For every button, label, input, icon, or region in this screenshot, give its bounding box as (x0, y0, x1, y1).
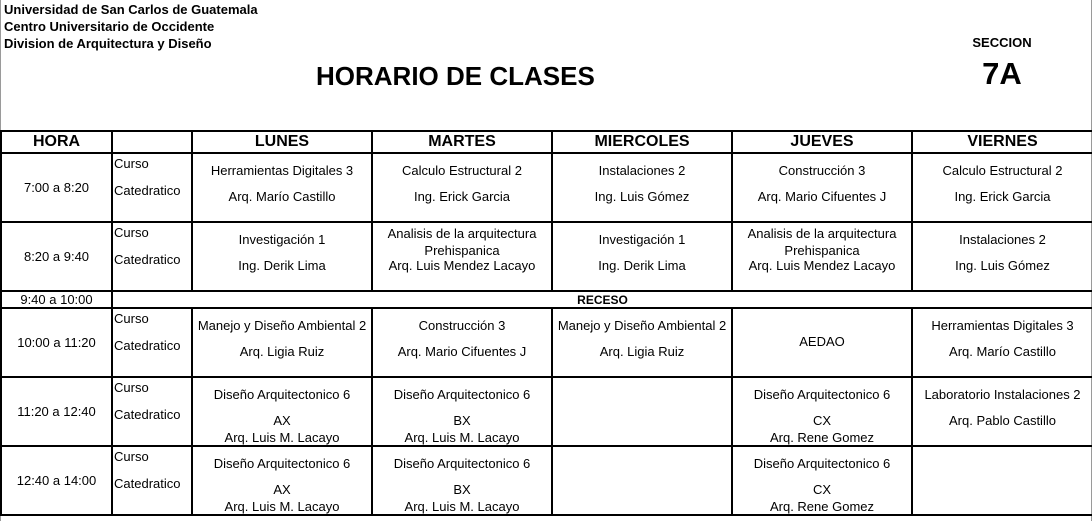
class-cell (192, 308, 372, 377)
teacher-name: Arq. Luis M. Lacayo (224, 499, 340, 514)
class-cell (192, 377, 372, 446)
curso-label: Curso (114, 380, 149, 395)
section-value: 7A (982, 56, 1022, 91)
course-group: AX (273, 482, 291, 497)
schedule-table (0, 130, 1092, 516)
teacher-name: Arq. Luis Mendez Lacayo (748, 258, 896, 273)
class-cell (552, 446, 732, 515)
time-slot-row (1, 446, 1092, 515)
teacher-name: Arq. Mario Cifuentes J (397, 344, 527, 359)
day-header-miercoles: MIERCOLES (552, 131, 732, 153)
course-name: Investigación 1 (598, 232, 686, 247)
time-slot-row (1, 153, 1092, 222)
course-name-line2: Prehispanica (424, 243, 500, 258)
teacher-name: Arq. Mario Cifuentes J (757, 189, 887, 204)
course-name: Diseño Arquitectonico 6 (753, 387, 891, 402)
course-name: Calculo Estructural 2 (402, 163, 522, 178)
course-name: Manejo y Diseño Ambiental 2 (557, 318, 727, 333)
institution-line-university: Universidad de San Carlos de Guatemala (4, 2, 258, 17)
day-header-jueves: JUEVES (732, 131, 912, 153)
class-cell (372, 446, 552, 515)
class-cell (912, 153, 1092, 222)
class-cell (552, 153, 732, 222)
class-cell (912, 308, 1092, 377)
course-group: AX (273, 413, 291, 428)
class-cell (912, 446, 1092, 515)
section-label: SECCION (972, 35, 1032, 50)
course-name: Diseño Arquitectonico 6 (393, 387, 531, 402)
time-slot-label: 7:00 a 8:20 (1, 153, 112, 222)
time-slot-row (1, 308, 1092, 377)
teacher-name: Arq. Marío Castillo (228, 189, 336, 204)
class-cell (192, 153, 372, 222)
header-row (1, 131, 1092, 153)
class-cell (732, 308, 912, 377)
time-slot-row (1, 222, 1092, 291)
time-slot-label: 8:20 a 9:40 (1, 222, 112, 291)
curso-label: Curso (114, 449, 149, 464)
teacher-name: Arq. Luis M. Lacayo (224, 430, 340, 445)
class-cell (732, 446, 912, 515)
class-cell (732, 222, 912, 291)
teacher-name: Arq. Rene Gomez (769, 499, 875, 514)
course-name: Laboratorio Instalaciones 2 (924, 387, 1081, 402)
class-cell (552, 377, 732, 446)
course-group: CX (812, 482, 832, 497)
class-cell (192, 446, 372, 515)
catedratico-label: Catedratico (114, 183, 181, 198)
course-group: CX (812, 413, 832, 428)
catedratico-label: Catedratico (114, 252, 181, 267)
class-cell (372, 308, 552, 377)
class-cell (912, 377, 1092, 446)
curso-label: Curso (114, 156, 149, 171)
catedratico-label: Catedratico (114, 338, 181, 353)
course-name: Diseño Arquitectonico 6 (213, 387, 351, 402)
row-labels-cell (112, 446, 192, 515)
time-slot-label: 12:40 a 14:00 (1, 446, 112, 515)
curso-label: Curso (114, 225, 149, 240)
course-name-line2: Prehispanica (784, 243, 860, 258)
teacher-name: Arq. Ligia Ruiz (599, 344, 685, 359)
class-cell (732, 153, 912, 222)
course-name: Instalaciones 2 (598, 163, 686, 178)
class-cell (372, 153, 552, 222)
course-name-line1: Analisis de la arquitectura (387, 226, 537, 241)
institution-line-center: Centro Universitario de Occidente (4, 19, 215, 34)
teacher-name: Arq. Ligia Ruiz (239, 344, 325, 359)
class-merged-label: AEDAO (799, 334, 845, 349)
class-cell (552, 308, 732, 377)
course-name: Herramientas Digitales 3 (210, 163, 354, 178)
teacher-name: Ing. Erick Garcia (954, 189, 1051, 204)
time-slot-row (1, 377, 1092, 446)
course-group: BX (453, 413, 471, 428)
course-name: Instalaciones 2 (959, 232, 1046, 247)
class-cell (552, 222, 732, 291)
day-header-viernes: VIERNES (912, 131, 1092, 153)
label-header-empty (112, 131, 192, 153)
curso-label: Curso (114, 311, 149, 326)
row-labels-cell (112, 377, 192, 446)
class-cell (192, 222, 372, 291)
teacher-name: Arq. Marío Castillo (949, 344, 1056, 359)
catedratico-label: Catedratico (114, 407, 181, 422)
recess-row (1, 291, 1092, 308)
course-name: Manejo y Diseño Ambiental 2 (197, 318, 367, 333)
course-name: Diseño Arquitectonico 6 (393, 456, 531, 471)
course-name: Diseño Arquitectonico 6 (753, 456, 891, 471)
teacher-name: Arq. Luis Mendez Lacayo (388, 258, 536, 273)
teacher-name: Arq. Rene Gomez (769, 430, 875, 445)
teacher-name: Arq. Pablo Castillo (949, 413, 1056, 428)
time-slot-label: 11:20 a 12:40 (1, 377, 112, 446)
course-name: Investigación 1 (238, 232, 326, 247)
teacher-name: Arq. Luis M. Lacayo (404, 430, 520, 445)
recess-label: RECESO (112, 291, 1092, 308)
class-cell (372, 377, 552, 446)
class-cell (372, 222, 552, 291)
course-name: Diseño Arquitectonico 6 (213, 456, 351, 471)
row-labels-cell (112, 308, 192, 377)
course-group: BX (453, 482, 471, 497)
catedratico-label: Catedratico (114, 476, 181, 491)
teacher-name: Ing. Derik Lima (238, 258, 326, 273)
teacher-name: Ing. Luis Gómez (594, 189, 690, 204)
row-labels-cell (112, 222, 192, 291)
teacher-name: Ing. Erick Garcia (413, 189, 511, 204)
page-title: HORARIO DE CLASES (316, 61, 595, 91)
course-name: Construcción 3 (778, 163, 866, 178)
course-name: Construcción 3 (418, 318, 506, 333)
teacher-name: Ing. Derik Lima (598, 258, 686, 273)
day-header-lunes: LUNES (192, 131, 372, 153)
hora-header: HORA (1, 131, 112, 153)
course-name: Herramientas Digitales 3 (931, 318, 1074, 333)
row-labels-cell (112, 153, 192, 222)
teacher-name: Arq. Luis M. Lacayo (404, 499, 520, 514)
institution-line-division: Division de Arquitectura y Diseño (4, 36, 212, 51)
class-cell (912, 222, 1092, 291)
day-header-martes: MARTES (372, 131, 552, 153)
teacher-name: Ing. Luis Gómez (955, 258, 1050, 273)
course-name-line1: Analisis de la arquitectura (747, 226, 897, 241)
recess-time: 9:40 a 10:00 (1, 291, 112, 308)
time-slot-label: 10:00 a 11:20 (1, 308, 112, 377)
course-name: Calculo Estructural 2 (942, 163, 1063, 178)
class-cell (732, 377, 912, 446)
